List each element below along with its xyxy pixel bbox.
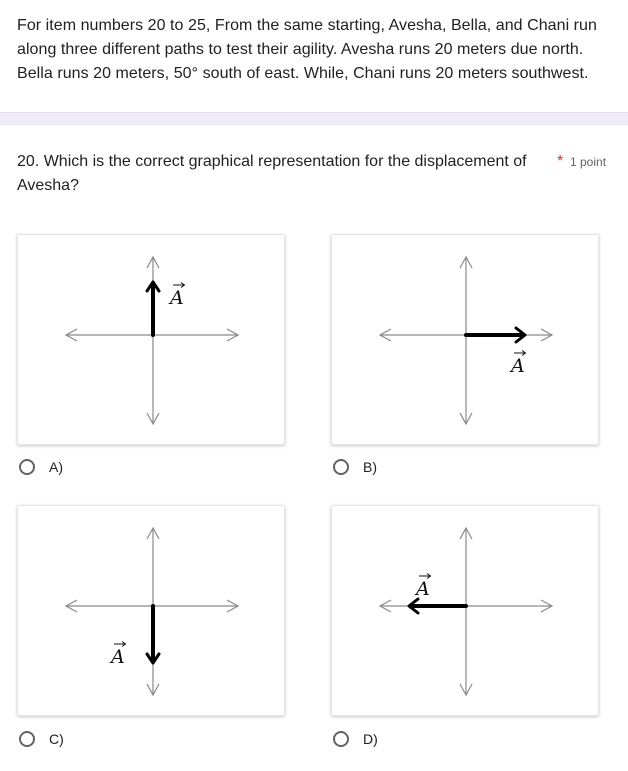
vector-a-east: [466, 328, 525, 342]
vector-a-north: [147, 282, 159, 335]
points-label: 1 point: [570, 155, 607, 169]
vector-a-south: [147, 606, 159, 663]
option-b-image: [331, 234, 599, 445]
vector-a-label: A: [170, 287, 184, 309]
option-d-radio[interactable]: [333, 727, 378, 751]
vector-a-label: A: [111, 646, 125, 668]
option-c-image: [17, 505, 285, 716]
vector-a-label: A: [511, 355, 525, 377]
section-divider: [0, 112, 628, 125]
radio-circle-icon[interactable]: [333, 731, 349, 747]
option-c-diagram: [18, 506, 286, 717]
option-d-diagram: [332, 506, 600, 717]
option-d-label: D): [363, 731, 378, 747]
axes: [380, 257, 552, 424]
option-d-image: [331, 505, 599, 716]
vector-a-label: A: [416, 578, 430, 600]
vector-a-west: [409, 599, 466, 613]
section-description: For item numbers 20 to 25, From the same starting, Avesha, Bella, and Chani run along three different paths to test their agility. Avesha runs 20 meters due north. Bella runs 20 meters, 50° south of east. While, Chani runs 20 meters southwest.: [17, 17, 597, 82]
radio-circle-icon[interactable]: [19, 459, 35, 475]
option-b-diagram: [332, 235, 600, 446]
option-a-radio[interactable]: [19, 455, 63, 479]
option-c-radio[interactable]: [19, 727, 64, 751]
option-a-image: [17, 234, 285, 445]
required-asterisk: *: [557, 153, 564, 170]
axes: [380, 528, 552, 695]
option-b-radio[interactable]: [333, 455, 377, 479]
radio-circle-icon[interactable]: [333, 459, 349, 475]
radio-circle-icon[interactable]: [19, 731, 35, 747]
option-a-label: A): [49, 459, 63, 475]
option-a-diagram: [18, 235, 286, 446]
option-c-label: C): [49, 731, 64, 747]
option-b-label: B): [363, 459, 377, 475]
question-title: 20. Which is the correct graphical representation for the displacement of Avesha?: [17, 153, 527, 194]
